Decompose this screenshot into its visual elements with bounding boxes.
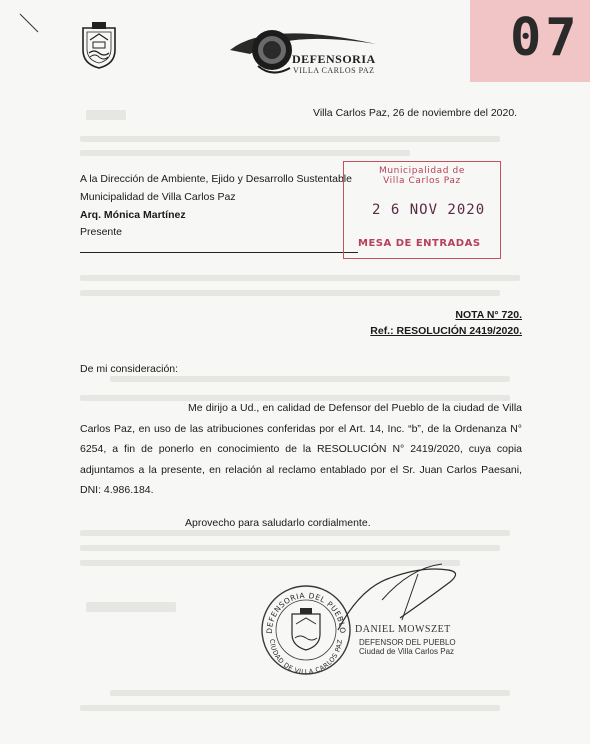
reference: Ref.: RESOLUCIÓN 2419/2020. [370, 325, 522, 337]
recipient-underline [80, 252, 358, 253]
signatory-name: DANIEL MOWSZET [355, 624, 451, 635]
signatory-role-line: DEFENSOR DEL PUEBLO [359, 638, 456, 647]
note-number: NOTA N° 720. [455, 309, 522, 321]
stamp-line: Villa Carlos Paz [383, 176, 461, 186]
bleed-through [80, 150, 410, 156]
stamp-desk: MESA DE ENTRADAS [358, 238, 481, 249]
bleed-through [80, 275, 520, 281]
recipient-line: Presente [80, 226, 123, 238]
recipient-line: Municipalidad de Villa Carlos Paz [80, 191, 236, 203]
closing: Aprovecho para saludarlo cordialmente. [185, 517, 371, 529]
seal-bottom-text: CIUDAD DE VILLA CARLOS PAZ [267, 638, 345, 676]
signatory-role [359, 638, 456, 656]
pen-mark-icon [18, 12, 42, 36]
reception-stamp [343, 161, 501, 259]
file-tag-number: 07 [510, 8, 581, 68]
letter-date: Villa Carlos Paz, 26 de noviembre del 2020. [313, 107, 518, 119]
bleed-through [80, 290, 500, 296]
logo-title: DEFENSORIA [292, 52, 376, 66]
bleed-through [80, 545, 500, 551]
seal-top-text: DEFENSORIA DEL PUEBLO [264, 590, 348, 634]
bleed-through [110, 690, 510, 696]
letter-body: Me dirijo a Ud., en calidad de Defensor del Pueblo de la ciudad de Villa Carlos Paz, en uso de las atribuciones conferidas por el Art. 14, Inc. “b”, de la Ordenanza N° 6254, a fin de ponerlo en conocimiento de la RESOLUCIÓN N° 2419/2020, cuya copia adjuntamos a la presente, en relación al reclamo entablado por el Sr. Juan Carlos Paesani, DNI: 4.986.184. [80, 402, 522, 496]
bleed-through [80, 136, 500, 142]
bleed-through [80, 705, 500, 711]
bleed-through [86, 110, 126, 120]
municipal-crest-icon [80, 22, 118, 70]
bleed-through [86, 602, 176, 612]
signatory-role-line: Ciudad de Villa Carlos Paz [359, 647, 455, 656]
logo-subtitle: VILLA CARLOS PAZ [293, 66, 375, 75]
stamp-line: Municipalidad de [378, 166, 465, 176]
stamp-date: 2 6 NOV 2020 [372, 202, 486, 218]
salutation: De mi consideración: [80, 363, 179, 375]
recipient-line: A la Dirección de Ambiente, Ejido y Desarrollo Sustentable [80, 173, 352, 185]
recipient-name: Arq. Mónica Martínez [80, 209, 186, 221]
